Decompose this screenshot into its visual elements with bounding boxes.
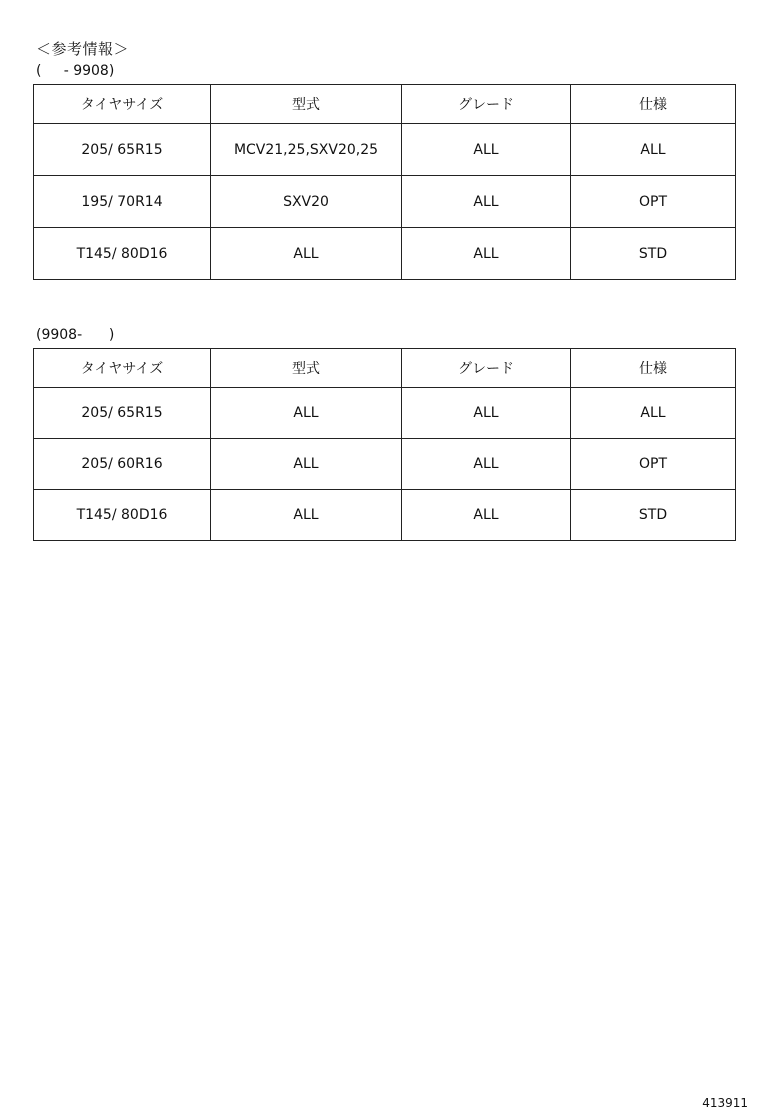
table-header-row [34,349,736,388]
cell-grade: ALL [402,124,571,176]
tire-size-table-before-9908 [33,84,736,280]
cell-spec: OPT [571,176,736,228]
tire-size-table-after-9908 [33,348,736,541]
header-spec: 仕様 [571,349,736,388]
header-grade: グレード [402,349,571,388]
cell-tire-size: T145/ 80D16 [34,228,211,280]
header-grade: グレード [402,85,571,124]
cell-tire-size: 205/ 65R15 [34,388,211,439]
table-row [34,439,736,490]
cell-model: MCV21,25,SXV20,25 [211,124,402,176]
reference-info-heading: ＜参考情報＞ [36,40,130,58]
document-code: 413911 [702,1096,748,1110]
header-tire-size: タイヤサイズ [34,85,211,124]
cell-grade: ALL [402,176,571,228]
period-range-after-9908: (9908- ) [36,327,115,343]
cell-model: ALL [211,439,402,490]
header-model: 型式 [211,349,402,388]
cell-model: ALL [211,228,402,280]
cell-model: ALL [211,388,402,439]
table-row [34,124,736,176]
cell-tire-size: 205/ 60R16 [34,439,211,490]
cell-grade: ALL [402,439,571,490]
cell-spec: OPT [571,439,736,490]
cell-tire-size: 205/ 65R15 [34,124,211,176]
cell-spec: STD [571,490,736,541]
table-row [34,490,736,541]
cell-model: SXV20 [211,176,402,228]
header-model: 型式 [211,85,402,124]
cell-grade: ALL [402,490,571,541]
header-spec: 仕様 [571,85,736,124]
period-range-before-9908: ( - 9908) [36,63,115,79]
cell-tire-size: T145/ 80D16 [34,490,211,541]
table-row [34,388,736,439]
cell-model: ALL [211,490,402,541]
table-header-row [34,85,736,124]
table-row [34,176,736,228]
cell-spec: ALL [571,124,736,176]
cell-tire-size: 195/ 70R14 [34,176,211,228]
header-tire-size: タイヤサイズ [34,349,211,388]
cell-spec: STD [571,228,736,280]
cell-grade: ALL [402,228,571,280]
table-row [34,228,736,280]
cell-grade: ALL [402,388,571,439]
cell-spec: ALL [571,388,736,439]
